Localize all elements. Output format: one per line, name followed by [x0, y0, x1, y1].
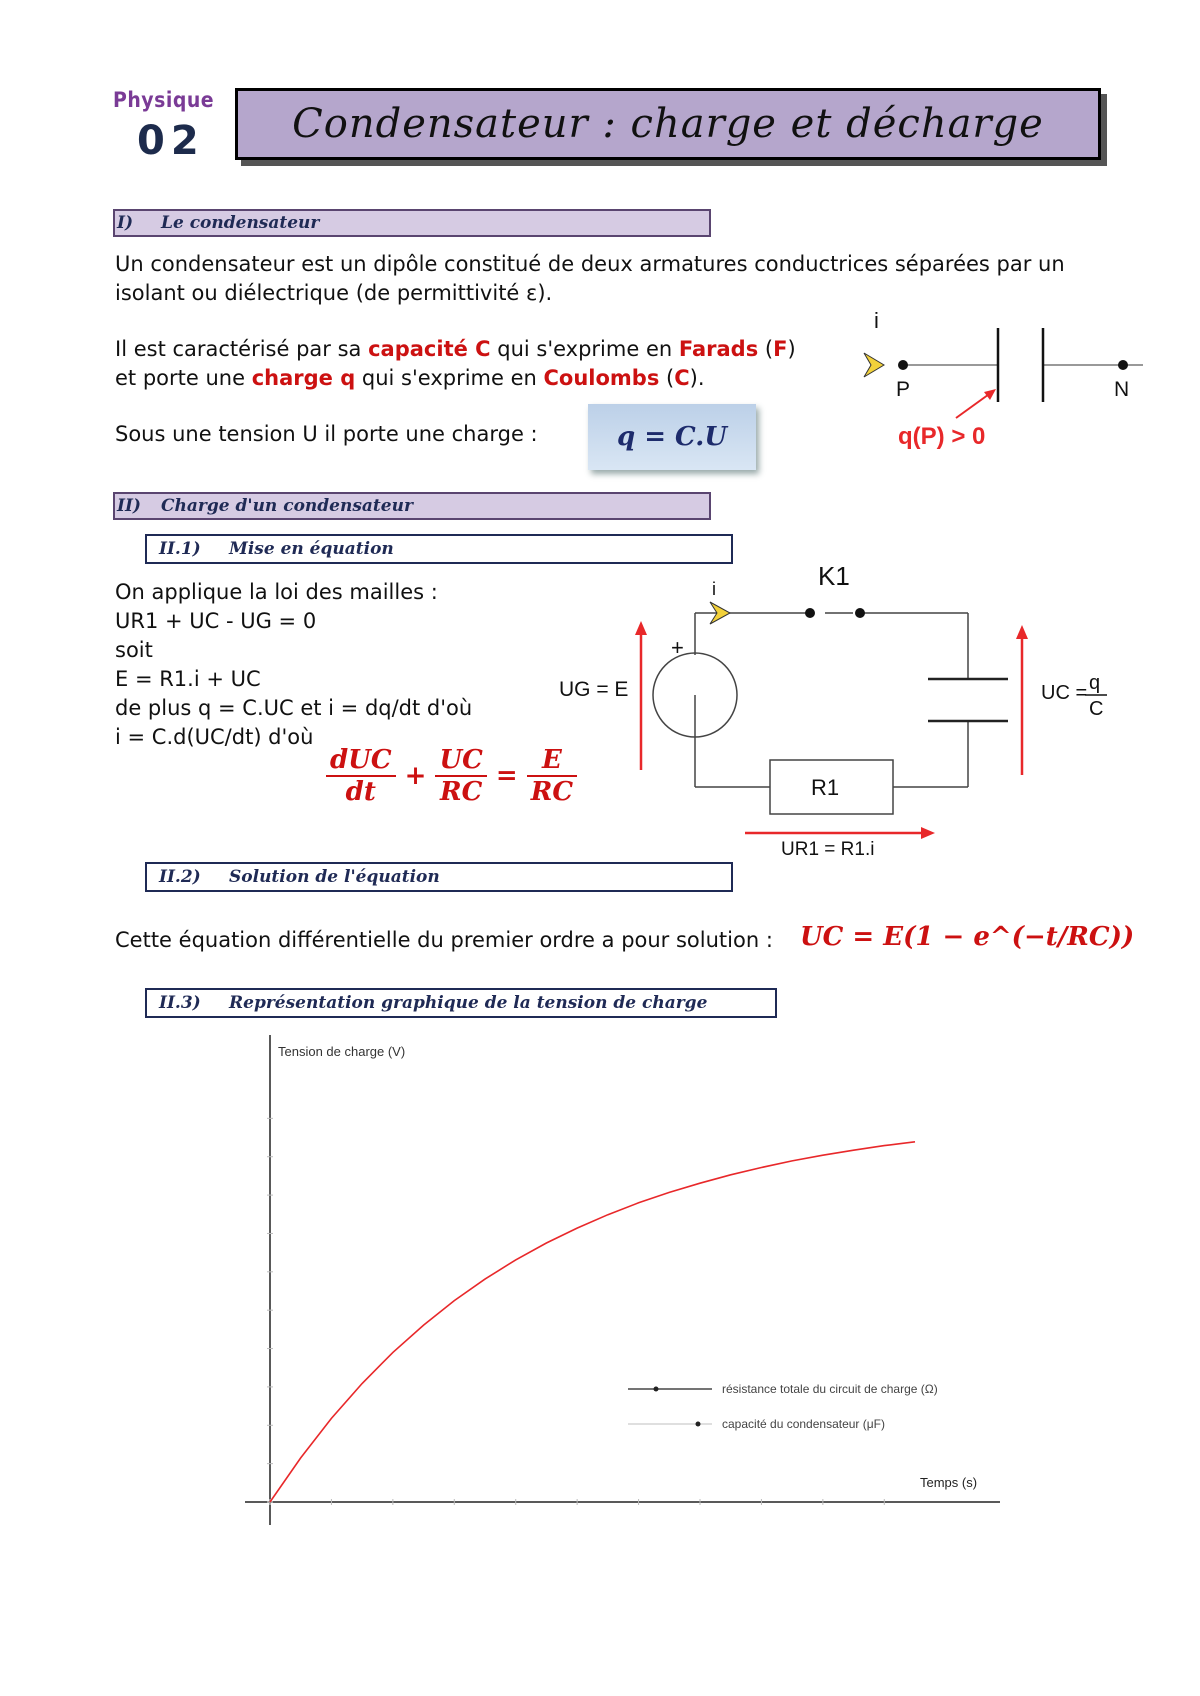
eq-line-1: On applique la loi des mailles : [115, 580, 438, 604]
resistor-label: R1 [811, 775, 840, 800]
subsection-2-1-num: II.1) [159, 539, 201, 559]
subsection-2-3-header [145, 988, 777, 1018]
legend-point-2 [696, 1422, 701, 1427]
capacity-line: Il est caractérisé par sa capacité C qui s'exprime en Farads (F) [115, 337, 796, 361]
current-arrow-icon [864, 353, 884, 377]
uc-numerator: q [1089, 672, 1101, 694]
eq-line-3: soit [115, 638, 153, 662]
charge-line: et porte une charge q qui s'exprime en Coulombs (C). [115, 366, 705, 390]
charge-formula-box [588, 404, 756, 470]
charge-formula: q = C.U [616, 422, 728, 452]
ug-label: UG = E [559, 678, 629, 701]
node-p [898, 360, 908, 370]
subsection-2-1-title: Mise en équation [229, 539, 394, 559]
legend [628, 1382, 938, 1431]
subsection-2-3-title: Représentation graphique de la tension de charge [229, 993, 708, 1013]
current-label: i [874, 310, 879, 333]
section-2-header [113, 492, 711, 520]
series-line [270, 1142, 915, 1502]
differential-equation: $\frac{\text{dUC}}{dt}$ + $\frac{UC}{RC}$ = $\frac{E}{RC}$ [326, 745, 577, 807]
y-axis-label: Tension de charge (V) [278, 1044, 406, 1059]
ug-arrow-icon [635, 621, 647, 635]
eq-line-2: UR1 + UC - UG = 0 [115, 609, 317, 633]
circuit-current-label: i [712, 579, 716, 599]
section-2-title: Charge d'un condensateur [161, 496, 413, 516]
n-label: N [1114, 378, 1130, 401]
legend-point-1 [654, 1387, 659, 1392]
node-n [1118, 360, 1128, 370]
charge-voltage-chart [230, 1030, 1010, 1530]
switch-contact-b [855, 608, 865, 618]
subsection-2-2-num: II.2) [159, 867, 201, 887]
section-1-header [113, 209, 711, 237]
charge-condition-label: q(P) > 0 [898, 423, 986, 450]
legend-label-1: résistance totale du circuit de charge (Ω) [722, 1382, 938, 1396]
legend-label-2: capacité du condensateur (μF) [722, 1417, 886, 1431]
definition-paragraph [115, 250, 1135, 308]
switch-label: K1 [818, 561, 850, 591]
uc-arrow-icon [1016, 625, 1028, 639]
rc-circuit-diagram [555, 555, 1115, 855]
charge-pointer [956, 392, 992, 418]
section-1-title: Le condensateur [161, 213, 320, 233]
section-1-num: I) [117, 213, 133, 233]
definition-line-2: isolant ou diélectrique (de permittivité ε). [115, 281, 553, 305]
plus-sign: + [671, 635, 684, 660]
uc-label: UC = [1041, 682, 1088, 704]
chapter-number: 02 [137, 118, 205, 164]
p-label: P [896, 378, 911, 401]
mesh-equations [115, 578, 585, 752]
x-axis-label: Temps (s) [920, 1475, 978, 1490]
capacity-paragraph [115, 335, 835, 393]
page-title: Condensateur : charge et décharge [292, 101, 1044, 147]
subsection-2-2-title: Solution de l'équation [229, 867, 440, 887]
switch-contact-a [805, 608, 815, 618]
subject-label: Physique [113, 88, 215, 112]
ur1-arrow-icon [921, 827, 935, 839]
solution-formula: UC = E(1 − e^(−t/RC)) [800, 922, 1135, 952]
title-banner [235, 88, 1101, 160]
eq-line-4: E = R1.i + UC [115, 667, 261, 691]
subsection-2-2-header [145, 862, 733, 892]
tension-charge-line: Sous une tension U il porte une charge : [115, 422, 538, 446]
section-2-num: II) [117, 496, 141, 516]
capacitor-diagram [858, 310, 1148, 460]
definition-line-1: Un condensateur est un dipôle constitué de deux armatures conductrices séparées par un [115, 252, 1065, 276]
subsection-2-3-num: II.3) [159, 993, 201, 1013]
uc-denominator: C [1089, 698, 1104, 720]
ur1-label: UR1 = R1.i [781, 839, 875, 855]
eq-line-6: i = C.d(UC/dt) d'où [115, 725, 314, 749]
eq-line-5: de plus q = C.UC et i = dq/dt d'où [115, 696, 473, 720]
solution-text: Cette équation différentielle du premier ordre a pour solution : [115, 928, 773, 952]
